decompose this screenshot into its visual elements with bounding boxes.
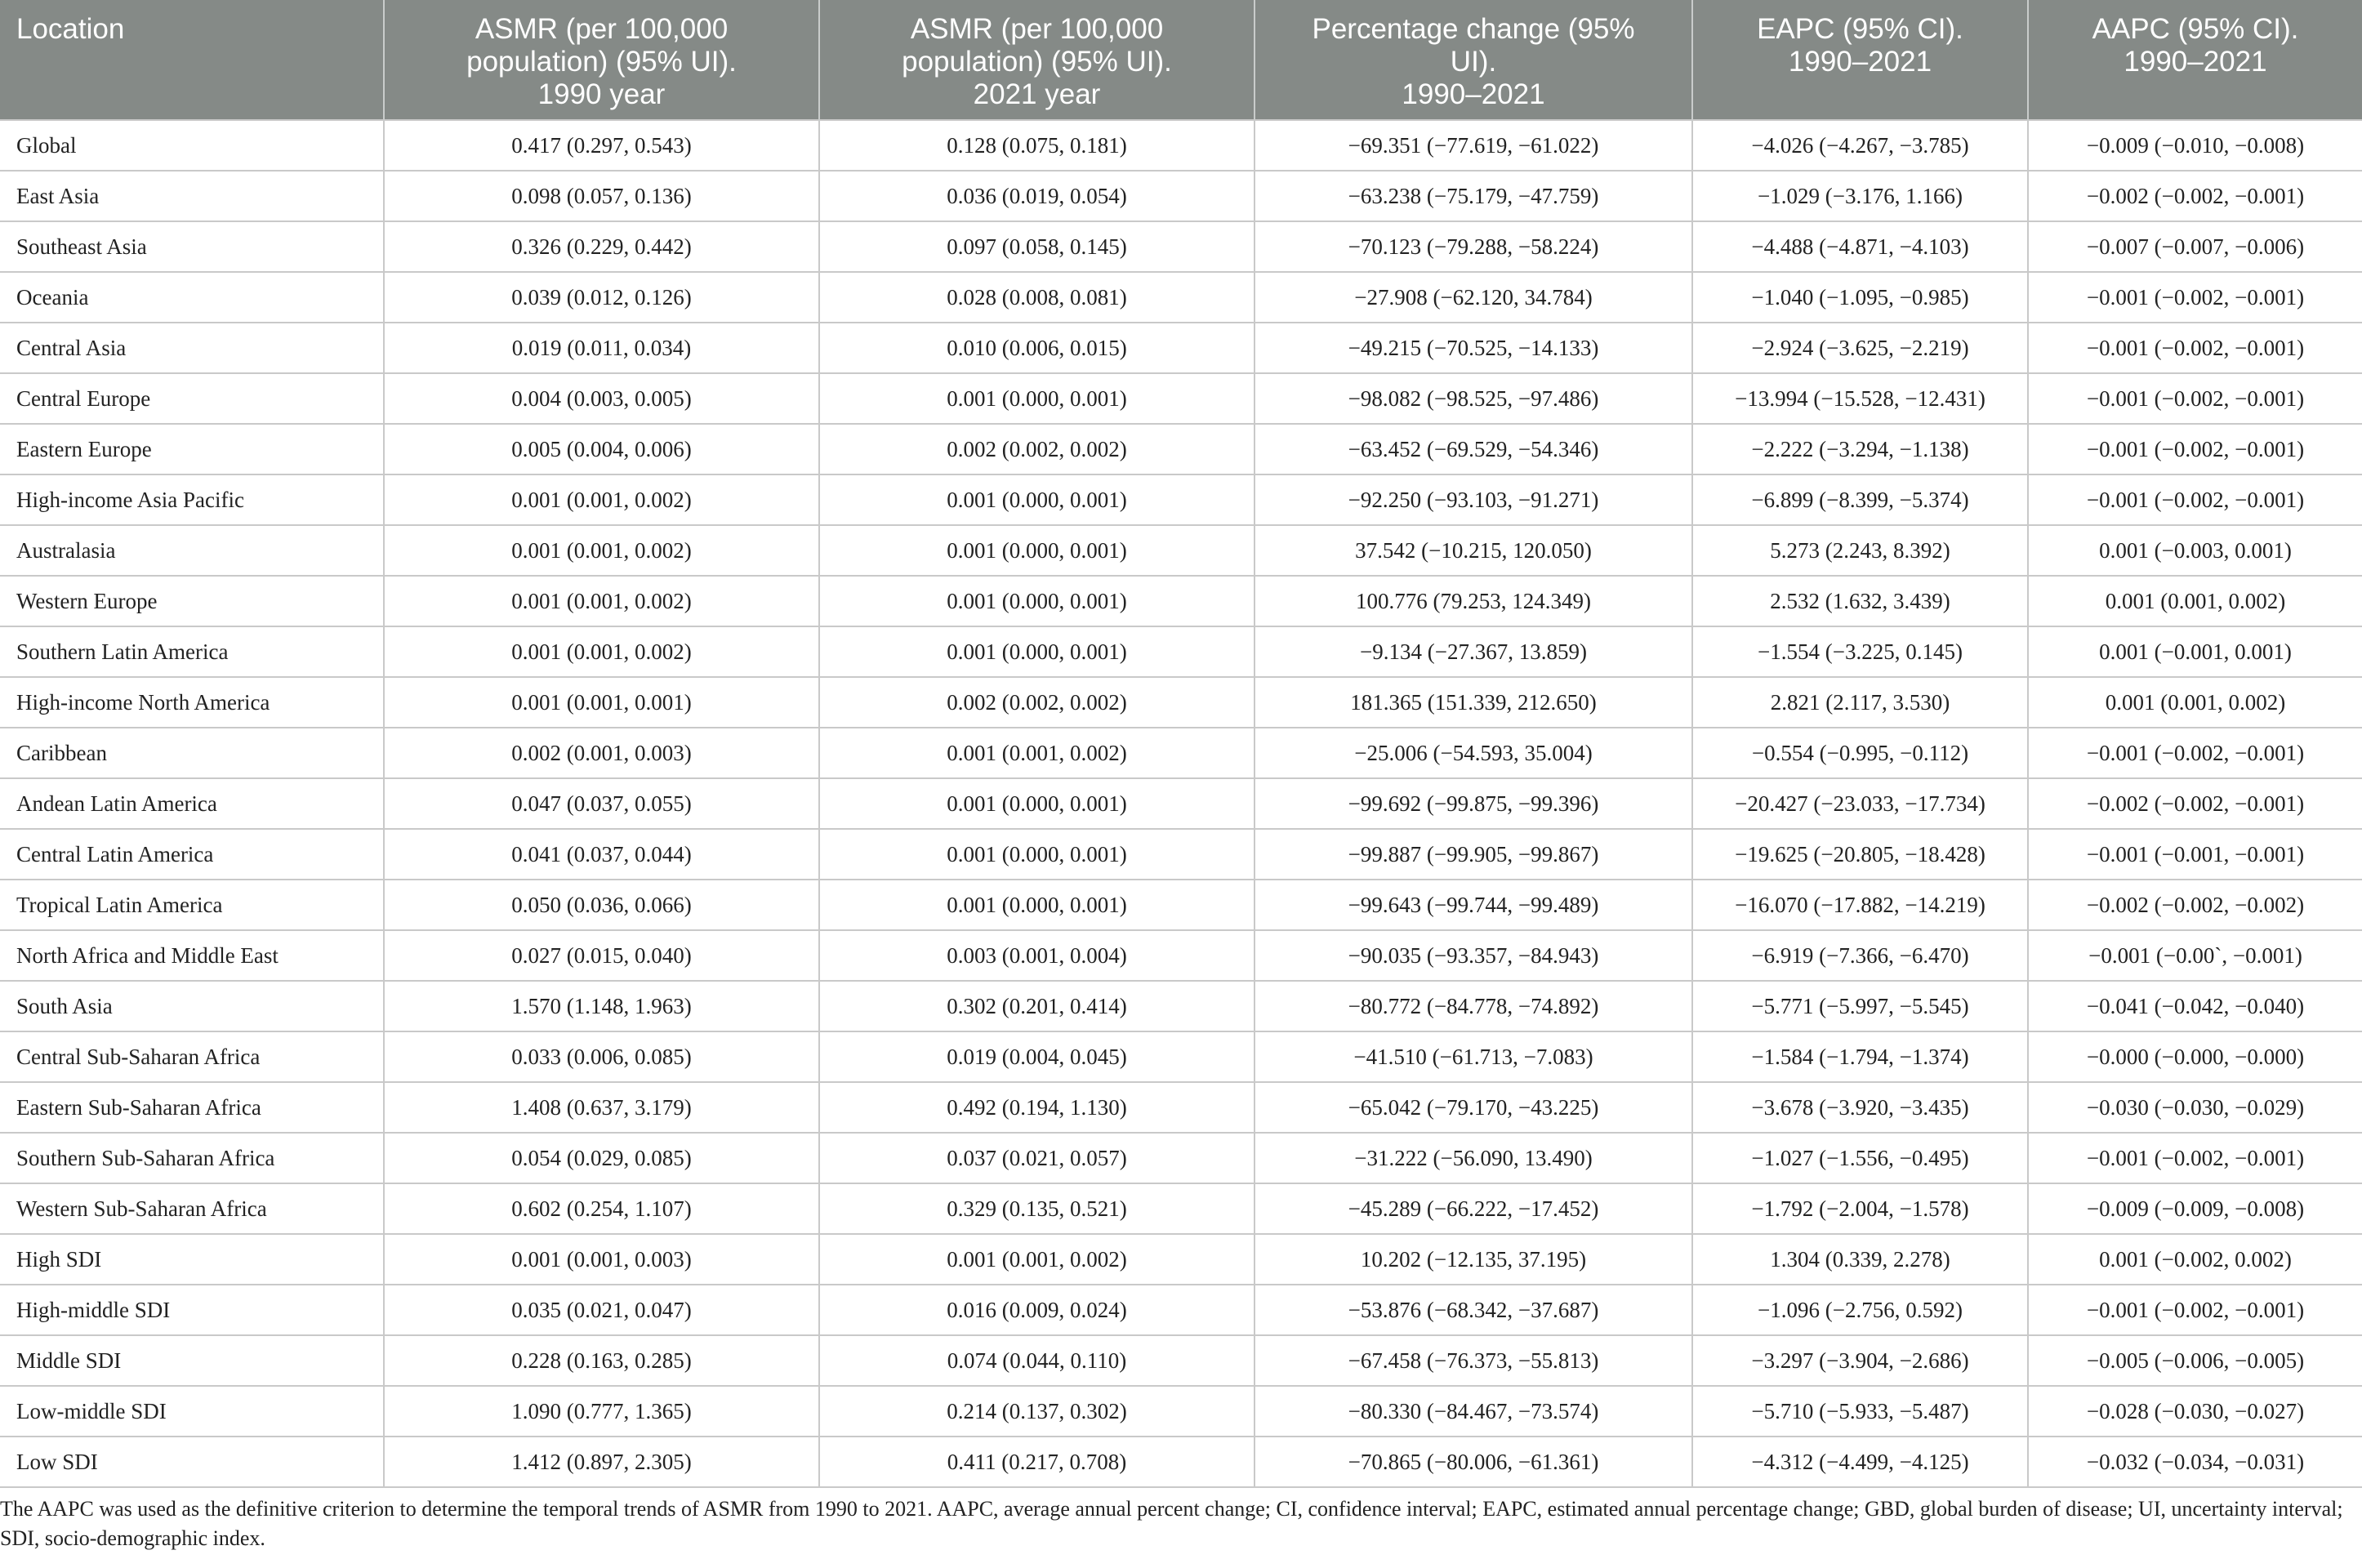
percentage-change-cell: 100.776 (79.253, 124.349)	[1255, 576, 1692, 626]
table-row	[0, 829, 2362, 880]
header-location	[0, 0, 384, 120]
eapc-cell: −16.070 (−17.882, −14.219)	[1692, 880, 2028, 930]
asmr-1990-cell: 0.326 (0.229, 0.442)	[384, 221, 819, 272]
percentage-change-cell: −65.042 (−79.170, −43.225)	[1255, 1082, 1692, 1133]
asmr-2021-cell: 0.411 (0.217, 0.708)	[819, 1437, 1255, 1487]
aapc-cell: −0.001 (−0.002, −0.001)	[2028, 1285, 2362, 1335]
asmr-2021-cell: 0.010 (0.006, 0.015)	[819, 323, 1255, 373]
aapc-cell: −0.028 (−0.030, −0.027)	[2028, 1386, 2362, 1437]
location-cell: Western Sub-Saharan Africa	[0, 1183, 384, 1234]
asmr-1990-cell: 1.408 (0.637, 3.179)	[384, 1082, 819, 1133]
location-cell: Southern Latin America	[0, 626, 384, 677]
header-percentage-change	[1255, 0, 1692, 120]
aapc-cell: −0.041 (−0.042, −0.040)	[2028, 981, 2362, 1031]
header-line: Percentage change (95%	[1312, 13, 1635, 45]
asmr-1990-cell: 0.001 (0.001, 0.003)	[384, 1234, 819, 1285]
location-cell: High-middle SDI	[0, 1285, 384, 1335]
aapc-cell: −0.001 (−0.00`, −0.001)	[2028, 930, 2362, 981]
asmr-1990-cell: 1.412 (0.897, 2.305)	[384, 1437, 819, 1487]
aapc-cell: −0.002 (−0.002, −0.001)	[2028, 171, 2362, 221]
percentage-change-cell: −25.006 (−54.593, 35.004)	[1255, 728, 1692, 778]
asmr-2021-cell: 0.001 (0.001, 0.002)	[819, 728, 1255, 778]
header-line: population) (95% UI).	[902, 46, 1172, 78]
eapc-cell: −4.312 (−4.499, −4.125)	[1692, 1437, 2028, 1487]
location-cell: High SDI	[0, 1234, 384, 1285]
percentage-change-cell: −80.330 (−84.467, −73.574)	[1255, 1386, 1692, 1437]
aapc-cell: 0.001 (0.001, 0.002)	[2028, 677, 2362, 728]
percentage-change-cell: −99.692 (−99.875, −99.396)	[1255, 778, 1692, 829]
asmr-1990-cell: 1.570 (1.148, 1.963)	[384, 981, 819, 1031]
aapc-cell: −0.005 (−0.006, −0.005)	[2028, 1335, 2362, 1386]
location-cell: Low SDI	[0, 1437, 384, 1487]
aapc-cell: −0.001 (−0.002, −0.001)	[2028, 1133, 2362, 1183]
location-cell: Central Europe	[0, 373, 384, 424]
header-line: population) (95% UI).	[466, 46, 737, 78]
table-row	[0, 1031, 2362, 1082]
table-row	[0, 728, 2362, 778]
asmr-1990-cell: 0.005 (0.004, 0.006)	[384, 424, 819, 474]
eapc-cell: −2.924 (−3.625, −2.219)	[1692, 323, 2028, 373]
location-cell: Global	[0, 120, 384, 171]
eapc-cell: −3.678 (−3.920, −3.435)	[1692, 1082, 2028, 1133]
asmr-1990-cell: 0.035 (0.021, 0.047)	[384, 1285, 819, 1335]
table-row	[0, 626, 2362, 677]
asmr-1990-cell: 0.039 (0.012, 0.126)	[384, 272, 819, 323]
aapc-cell: −0.009 (−0.010, −0.008)	[2028, 120, 2362, 171]
aapc-cell: −0.002 (−0.002, −0.002)	[2028, 880, 2362, 930]
aapc-cell: −0.001 (−0.002, −0.001)	[2028, 272, 2362, 323]
table-row	[0, 373, 2362, 424]
location-cell: South Asia	[0, 981, 384, 1031]
location-cell: Central Sub-Saharan Africa	[0, 1031, 384, 1082]
percentage-change-cell: −69.351 (−77.619, −61.022)	[1255, 120, 1692, 171]
header-line: 1990 year	[537, 78, 666, 110]
asmr-1990-cell: 0.602 (0.254, 1.107)	[384, 1183, 819, 1234]
table-row	[0, 171, 2362, 221]
asmr-2021-cell: 0.002 (0.002, 0.002)	[819, 677, 1255, 728]
header-asmr-2021	[819, 0, 1255, 120]
eapc-cell: −6.919 (−7.366, −6.470)	[1692, 930, 2028, 981]
percentage-change-cell: −63.452 (−69.529, −54.346)	[1255, 424, 1692, 474]
location-cell: Central Asia	[0, 323, 384, 373]
table-row	[0, 424, 2362, 474]
eapc-cell: −5.771 (−5.997, −5.545)	[1692, 981, 2028, 1031]
table-row	[0, 880, 2362, 930]
header-line: ASMR (per 100,000	[475, 13, 729, 45]
percentage-change-cell: −99.887 (−99.905, −99.867)	[1255, 829, 1692, 880]
eapc-cell: 5.273 (2.243, 8.392)	[1692, 525, 2028, 576]
eapc-cell: −4.026 (−4.267, −3.785)	[1692, 120, 2028, 171]
location-cell: Southeast Asia	[0, 221, 384, 272]
asmr-1990-cell: 1.090 (0.777, 1.365)	[384, 1386, 819, 1437]
asmr-2021-cell: 0.036 (0.019, 0.054)	[819, 171, 1255, 221]
eapc-cell: −6.899 (−8.399, −5.374)	[1692, 474, 2028, 525]
header-line: AAPC (95% CI).	[2092, 13, 2299, 45]
eapc-cell: −2.222 (−3.294, −1.138)	[1692, 424, 2028, 474]
percentage-change-cell: −45.289 (−66.222, −17.452)	[1255, 1183, 1692, 1234]
location-cell: Middle SDI	[0, 1335, 384, 1386]
asmr-2021-cell: 0.003 (0.001, 0.004)	[819, 930, 1255, 981]
asmr-1990-cell: 0.019 (0.011, 0.034)	[384, 323, 819, 373]
aapc-cell: −0.030 (−0.030, −0.029)	[2028, 1082, 2362, 1133]
aapc-cell: −0.001 (−0.002, −0.001)	[2028, 728, 2362, 778]
asmr-2021-cell: 0.097 (0.058, 0.145)	[819, 221, 1255, 272]
table-row	[0, 1386, 2362, 1437]
aapc-cell: 0.001 (−0.002, 0.002)	[2028, 1234, 2362, 1285]
table-row	[0, 221, 2362, 272]
eapc-cell: −1.027 (−1.556, −0.495)	[1692, 1133, 2028, 1183]
table-row	[0, 1335, 2362, 1386]
table-row	[0, 1133, 2362, 1183]
location-cell: Central Latin America	[0, 829, 384, 880]
location-cell: High-income North America	[0, 677, 384, 728]
aapc-cell: 0.001 (−0.001, 0.001)	[2028, 626, 2362, 677]
header-eapc	[1692, 0, 2028, 120]
location-cell: East Asia	[0, 171, 384, 221]
header-line: 1990–2021	[1402, 78, 1545, 110]
table-row	[0, 1183, 2362, 1234]
asmr-2021-cell: 0.074 (0.044, 0.110)	[819, 1335, 1255, 1386]
asmr-2021-cell: 0.019 (0.004, 0.045)	[819, 1031, 1255, 1082]
location-cell: Western Europe	[0, 576, 384, 626]
aapc-cell: −0.000 (−0.000, −0.000)	[2028, 1031, 2362, 1082]
table-row	[0, 1234, 2362, 1285]
table-row	[0, 930, 2362, 981]
aapc-cell: −0.002 (−0.002, −0.001)	[2028, 778, 2362, 829]
asmr-1990-cell: 0.001 (0.001, 0.001)	[384, 677, 819, 728]
header-line: 1990–2021	[1788, 46, 1932, 78]
percentage-change-cell: −92.250 (−93.103, −91.271)	[1255, 474, 1692, 525]
eapc-cell: 1.304 (0.339, 2.278)	[1692, 1234, 2028, 1285]
eapc-cell: −13.994 (−15.528, −12.431)	[1692, 373, 2028, 424]
header-row	[0, 0, 2362, 120]
location-cell: Tropical Latin America	[0, 880, 384, 930]
asmr-1990-cell: 0.004 (0.003, 0.005)	[384, 373, 819, 424]
location-cell: Australasia	[0, 525, 384, 576]
eapc-cell: −1.792 (−2.004, −1.578)	[1692, 1183, 2028, 1234]
location-cell: Southern Sub-Saharan Africa	[0, 1133, 384, 1183]
header-line: ASMR (per 100,000	[910, 13, 1164, 45]
aapc-cell: −0.007 (−0.007, −0.006)	[2028, 221, 2362, 272]
eapc-cell: −5.710 (−5.933, −5.487)	[1692, 1386, 2028, 1437]
asmr-1990-cell: 0.001 (0.001, 0.002)	[384, 576, 819, 626]
asmr-2021-cell: 0.329 (0.135, 0.521)	[819, 1183, 1255, 1234]
aapc-cell: −0.001 (−0.002, −0.001)	[2028, 474, 2362, 525]
percentage-change-cell: −31.222 (−56.090, 13.490)	[1255, 1133, 1692, 1183]
eapc-cell: −1.040 (−1.095, −0.985)	[1692, 272, 2028, 323]
asmr-2021-cell: 0.214 (0.137, 0.302)	[819, 1386, 1255, 1437]
eapc-cell: −1.029 (−3.176, 1.166)	[1692, 171, 2028, 221]
asmr-1990-cell: 0.417 (0.297, 0.543)	[384, 120, 819, 171]
percentage-change-cell: −99.643 (−99.744, −99.489)	[1255, 880, 1692, 930]
asmr-2021-cell: 0.002 (0.002, 0.002)	[819, 424, 1255, 474]
table-row	[0, 677, 2362, 728]
table-row	[0, 120, 2362, 171]
asmr-1990-cell: 0.054 (0.029, 0.085)	[384, 1133, 819, 1183]
aapc-cell: 0.001 (0.001, 0.002)	[2028, 576, 2362, 626]
asmr-2021-cell: 0.001 (0.000, 0.001)	[819, 576, 1255, 626]
location-cell: North Africa and Middle East	[0, 930, 384, 981]
eapc-cell: −1.554 (−3.225, 0.145)	[1692, 626, 2028, 677]
percentage-change-cell: −90.035 (−93.357, −84.943)	[1255, 930, 1692, 981]
percentage-change-cell: −49.215 (−70.525, −14.133)	[1255, 323, 1692, 373]
table-header	[0, 0, 2362, 120]
table-row	[0, 1285, 2362, 1335]
asmr-2021-cell: 0.037 (0.021, 0.057)	[819, 1133, 1255, 1183]
aapc-cell: −0.001 (−0.002, −0.001)	[2028, 373, 2362, 424]
header-line: EAPC (95% CI).	[1757, 13, 1963, 45]
asmr-1990-cell: 0.041 (0.037, 0.044)	[384, 829, 819, 880]
asmr-2021-cell: 0.001 (0.000, 0.001)	[819, 778, 1255, 829]
eapc-cell: −19.625 (−20.805, −18.428)	[1692, 829, 2028, 880]
asmr-1990-cell: 0.027 (0.015, 0.040)	[384, 930, 819, 981]
table-footnote: The AAPC was used as the definitive criterion to determine the temporal trends of ASMR from 1990 to 2021. AAPC, average annual percent change; CI, confidence interval; EAPC, estimated annual percentage change; GBD, global burden of disease; UI, uncertainty interval; SDI, socio-demographic index.	[0, 1497, 2343, 1550]
asmr-2021-cell: 0.001 (0.000, 0.001)	[819, 829, 1255, 880]
asmr-2021-cell: 0.001 (0.001, 0.002)	[819, 1234, 1255, 1285]
location-cell: Low-middle SDI	[0, 1386, 384, 1437]
table-row	[0, 474, 2362, 525]
asmr-2021-cell: 0.492 (0.194, 1.130)	[819, 1082, 1255, 1133]
location-cell: Caribbean	[0, 728, 384, 778]
table-row	[0, 1437, 2362, 1487]
aapc-cell: 0.001 (−0.003, 0.001)	[2028, 525, 2362, 576]
location-cell: High-income Asia Pacific	[0, 474, 384, 525]
asmr-2021-cell: 0.028 (0.008, 0.081)	[819, 272, 1255, 323]
asmr-1990-cell: 0.047 (0.037, 0.055)	[384, 778, 819, 829]
asmr-2021-cell: 0.128 (0.075, 0.181)	[819, 120, 1255, 171]
percentage-change-cell: −67.458 (−76.373, −55.813)	[1255, 1335, 1692, 1386]
table-row	[0, 576, 2362, 626]
percentage-change-cell: 10.202 (−12.135, 37.195)	[1255, 1234, 1692, 1285]
asmr-2021-cell: 0.001 (0.000, 0.001)	[819, 880, 1255, 930]
table-row	[0, 525, 2362, 576]
table-row	[0, 981, 2362, 1031]
table-row	[0, 1082, 2362, 1133]
header-asmr-1990	[384, 0, 819, 120]
eapc-cell: −20.427 (−23.033, −17.734)	[1692, 778, 2028, 829]
aapc-cell: −0.001 (−0.002, −0.001)	[2028, 323, 2362, 373]
header-line: Location	[16, 13, 125, 45]
asmr-1990-cell: 0.050 (0.036, 0.066)	[384, 880, 819, 930]
asmr-1990-cell: 0.001 (0.001, 0.002)	[384, 474, 819, 525]
percentage-change-cell: −70.865 (−80.006, −61.361)	[1255, 1437, 1692, 1487]
eapc-cell: −3.297 (−3.904, −2.686)	[1692, 1335, 2028, 1386]
percentage-change-cell: −70.123 (−79.288, −58.224)	[1255, 221, 1692, 272]
asmr-1990-cell: 0.001 (0.001, 0.002)	[384, 525, 819, 576]
percentage-change-cell: −41.510 (−61.713, −7.083)	[1255, 1031, 1692, 1082]
percentage-change-cell: −53.876 (−68.342, −37.687)	[1255, 1285, 1692, 1335]
percentage-change-cell: −27.908 (−62.120, 34.784)	[1255, 272, 1692, 323]
table-row	[0, 272, 2362, 323]
percentage-change-cell: 37.542 (−10.215, 120.050)	[1255, 525, 1692, 576]
percentage-change-cell: −80.772 (−84.778, −74.892)	[1255, 981, 1692, 1031]
eapc-cell: −4.488 (−4.871, −4.103)	[1692, 221, 2028, 272]
location-cell: Oceania	[0, 272, 384, 323]
percentage-change-cell: −9.134 (−27.367, 13.859)	[1255, 626, 1692, 677]
asmr-1990-cell: 0.098 (0.057, 0.136)	[384, 171, 819, 221]
asmr-2021-cell: 0.001 (0.000, 0.001)	[819, 474, 1255, 525]
table-body	[0, 120, 2362, 1487]
table-row	[0, 778, 2362, 829]
header-aapc	[2028, 0, 2362, 120]
eapc-cell: −1.584 (−1.794, −1.374)	[1692, 1031, 2028, 1082]
aapc-cell: −0.001 (−0.001, −0.001)	[2028, 829, 2362, 880]
asmr-2021-cell: 0.001 (0.000, 0.001)	[819, 626, 1255, 677]
asmr-1990-cell: 0.033 (0.006, 0.085)	[384, 1031, 819, 1082]
aapc-cell: −0.001 (−0.002, −0.001)	[2028, 424, 2362, 474]
asmr-1990-cell: 0.002 (0.001, 0.003)	[384, 728, 819, 778]
header-line: UI).	[1450, 46, 1497, 78]
asmr-2021-cell: 0.302 (0.201, 0.414)	[819, 981, 1255, 1031]
asmr-2021-cell: 0.001 (0.000, 0.001)	[819, 373, 1255, 424]
location-cell: Eastern Europe	[0, 424, 384, 474]
percentage-change-cell: −98.082 (−98.525, −97.486)	[1255, 373, 1692, 424]
asmr-2021-cell: 0.016 (0.009, 0.024)	[819, 1285, 1255, 1335]
aapc-cell: −0.009 (−0.009, −0.008)	[2028, 1183, 2362, 1234]
header-line: 1990–2021	[2124, 46, 2267, 78]
percentage-change-cell: −63.238 (−75.179, −47.759)	[1255, 171, 1692, 221]
asmr-1990-cell: 0.228 (0.163, 0.285)	[384, 1335, 819, 1386]
percentage-change-cell: 181.365 (151.339, 212.650)	[1255, 677, 1692, 728]
eapc-cell: −1.096 (−2.756, 0.592)	[1692, 1285, 2028, 1335]
asmr-1990-cell: 0.001 (0.001, 0.002)	[384, 626, 819, 677]
table-row	[0, 323, 2362, 373]
eapc-cell: 2.821 (2.117, 3.530)	[1692, 677, 2028, 728]
location-cell: Andean Latin America	[0, 778, 384, 829]
eapc-cell: −0.554 (−0.995, −0.112)	[1692, 728, 2028, 778]
aapc-cell: −0.032 (−0.034, −0.031)	[2028, 1437, 2362, 1487]
location-cell: Eastern Sub-Saharan Africa	[0, 1082, 384, 1133]
asmr-2021-cell: 0.001 (0.000, 0.001)	[819, 525, 1255, 576]
header-line: 2021 year	[973, 78, 1101, 110]
eapc-cell: 2.532 (1.632, 3.439)	[1692, 576, 2028, 626]
